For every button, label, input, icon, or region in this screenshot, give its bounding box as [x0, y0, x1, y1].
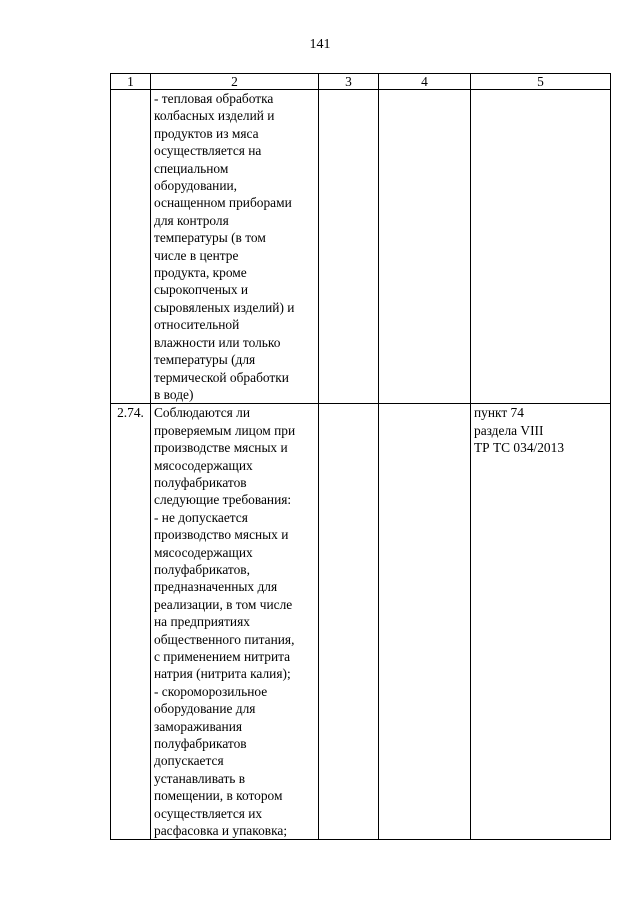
- column-4-cell: [379, 404, 471, 840]
- header-cell-3: 3: [319, 74, 379, 90]
- header-cell-2: 2: [151, 74, 319, 90]
- column-4-cell: [379, 90, 471, 404]
- column-3-cell: [319, 404, 379, 840]
- row-number-cell: 2.74.: [111, 404, 151, 840]
- checklist-table: [110, 73, 611, 840]
- reference-cell: пункт 74 раздела VIII ТР ТС 034/2013: [471, 404, 611, 840]
- column-3-cell: [319, 90, 379, 404]
- table-header-row: [111, 74, 611, 90]
- requirement-text-cell: Соблюдаются ли проверяемым лицом при производстве мясных и мясосодержащих полуфабрикатов следующие требования: - не допускается производство мясных и мясосодержащих полуфабрикатов, предназначенных для реализации, в том числе на предприятиях общественного питания, с применением нитрита натрия (нитрита калия); - скороморозильное оборудование для замораживания полуфабрикатов допускается устанавливать в помещении, в котором осуществляется их расфасовка и упаковка;: [151, 404, 319, 840]
- header-cell-4: 4: [379, 74, 471, 90]
- row-number-cell: [111, 90, 151, 404]
- requirement-text-cell: - тепловая обработка колбасных изделий и продуктов из мяса осуществляется на специальном оборудовании, оснащенном приборами для контроля температуры (в том числе в центре продукта, кроме сырокопченых и сыровяленых изделий) и относительной влажности или только температуры (для термической обработки в воде): [151, 90, 319, 404]
- reference-cell: [471, 90, 611, 404]
- table-row: [111, 404, 611, 840]
- header-cell-1: 1: [111, 74, 151, 90]
- header-cell-5: 5: [471, 74, 611, 90]
- table-row: [111, 90, 611, 404]
- page-number: 141: [309, 37, 331, 52]
